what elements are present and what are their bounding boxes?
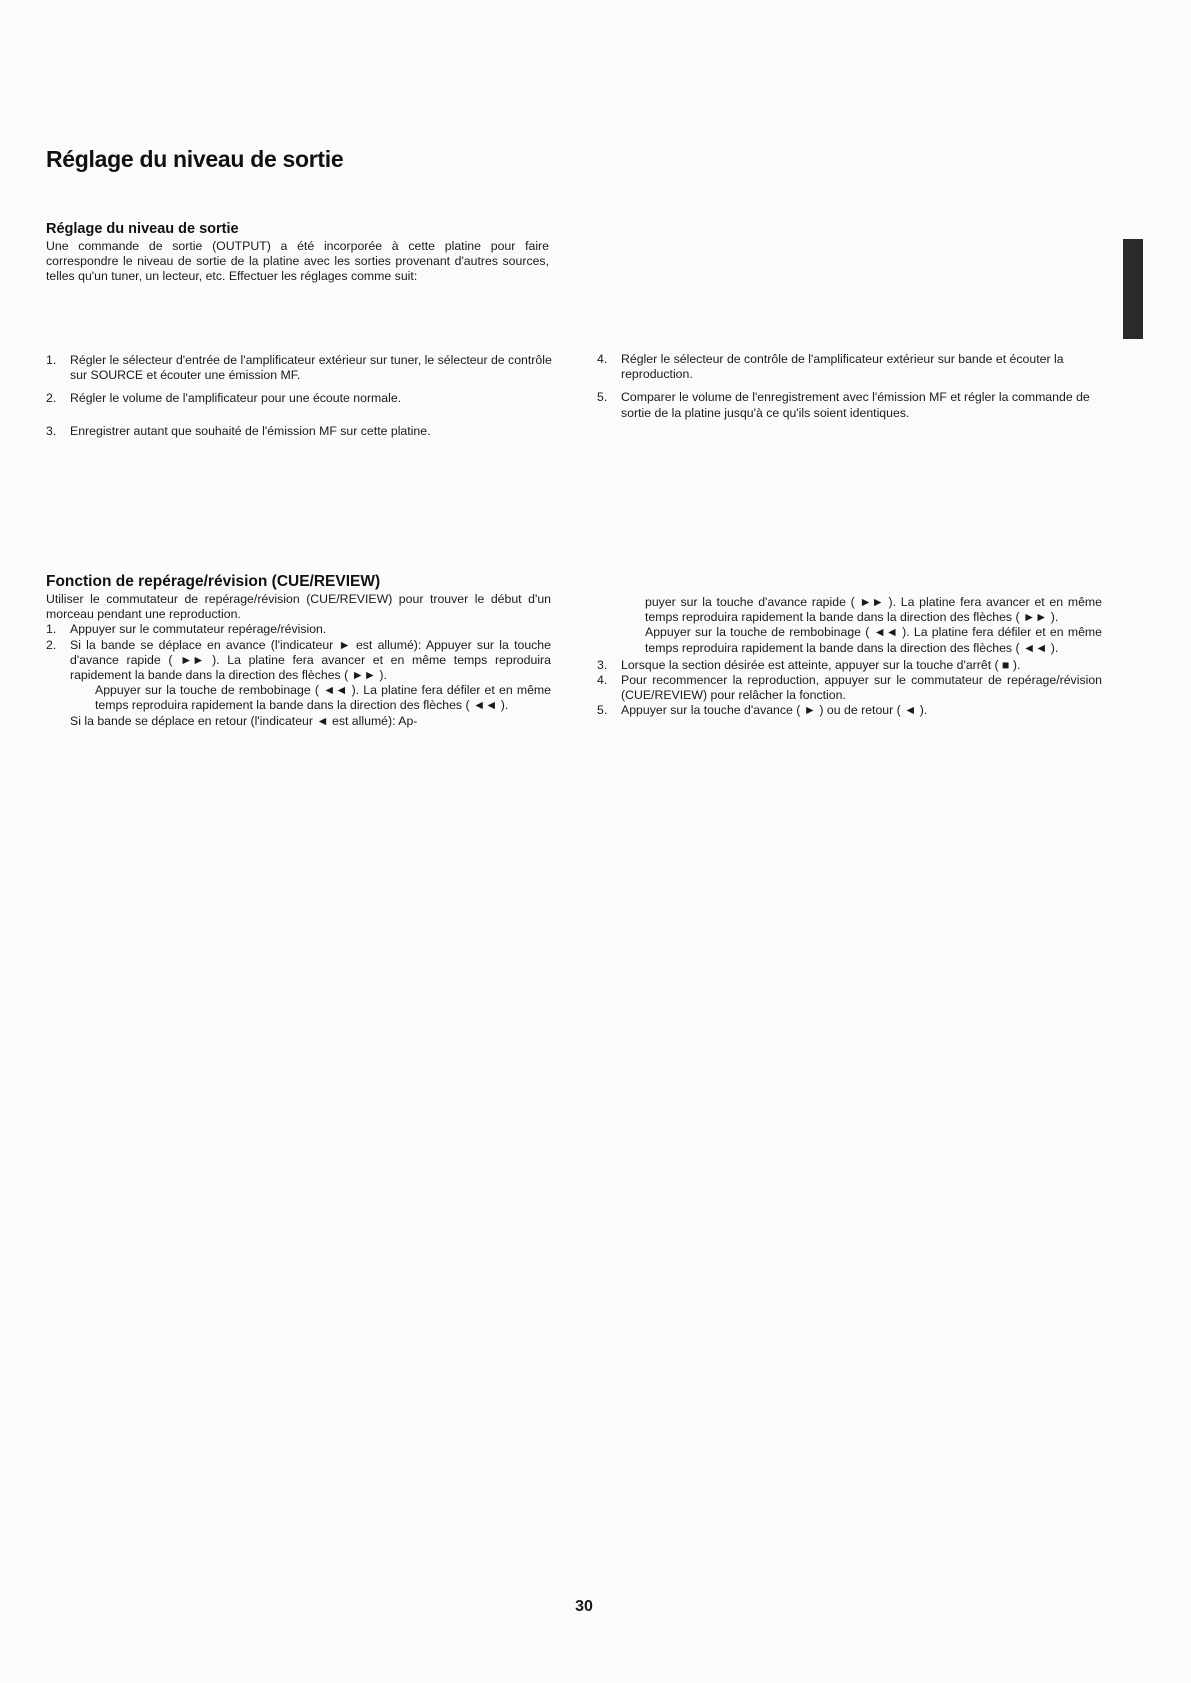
- list-item: [46, 353, 556, 383]
- step-2-continued-text: puyer sur la touche d'avance rapide ( ►► ). La platine fera avancer et en même temps reproduira rapidement la bande dans la direction des flèches ( ►► ).: [645, 595, 1102, 625]
- output-steps-right: [597, 352, 1102, 421]
- step-text: Appuyer sur la touche d'avance ( ► ) ou de retour ( ◄ ).: [621, 703, 928, 718]
- list-item: [46, 622, 551, 637]
- step-2-rewind-text: Appuyer sur la touche de rembobinage ( ◄◄ ). La platine fera défiler et en même temps reproduira rapidement la bande dans la direction des flèches ( ◄◄ ).: [95, 683, 551, 713]
- step-number: 5.: [597, 390, 608, 405]
- step-number: 3.: [597, 657, 608, 672]
- step-number: 5.: [597, 703, 608, 718]
- list-item: [597, 352, 1102, 382]
- page-number: 30: [575, 1598, 593, 1615]
- list-item: [46, 424, 556, 439]
- step-number: 4.: [597, 352, 608, 366]
- step-text: Enregistrer autant que souhaité de l'émission MF sur cette platine.: [70, 423, 431, 438]
- step-text: Pour recommencer la reproduction, appuyer sur le commutateur de repérage/révision (CUE/REVIEW) pour relâcher la fonction.: [621, 673, 1102, 703]
- list-item: [597, 658, 1102, 673]
- step-text: Si la bande se déplace en avance (l'indicateur ► est allumé): Appuyer sur la touche d'avance rapide ( ►► ). La platine fera avancer et en même temps reproduira rapidement la bande dans la direction des flèches ( ►► ).: [70, 637, 551, 683]
- step-text: Comparer le volume de l'enregistrement avec l'émission MF et régler la commande de sortie de la platine jusqu'à ce qu'ils soient identiques.: [621, 390, 1090, 420]
- step-number: 1.: [46, 622, 57, 637]
- list-item: [46, 391, 556, 406]
- section-intro-output: Une commande de sortie (OUTPUT) a été incorporée à cette platine pour faire correspondre le niveau de sortie de la platine avec les sorties provenant d'autres sources, telles qu'un tuner, un lecteur, etc. Effectuer les réglages comme suit:: [46, 239, 549, 284]
- step-number: 1.: [46, 353, 57, 367]
- output-steps-left: [46, 353, 556, 439]
- step-2-continued-rewind-text: Appuyer sur la touche de rembobinage ( ◄◄ ). La platine fera défiler et en même temps reproduira rapidement la bande dans la direction des flèches ( ◄◄ ).: [645, 625, 1102, 655]
- step-number: 2.: [46, 391, 57, 406]
- step-text: Lorsque la section désirée est atteinte, appuyer sur la touche d'arrêt ( ■ ).: [621, 657, 1021, 672]
- list-item: [597, 673, 1102, 703]
- section-heading-cue-review: Fonction de repérage/révision (CUE/REVIEW): [46, 573, 381, 590]
- section-cue-review: [46, 573, 551, 729]
- section-intro-cue-review: Utiliser le commutateur de repérage/révision (CUE/REVIEW) pour trouver le début d'un morceau pendant une reproduction.: [46, 592, 551, 622]
- step-text: Appuyer sur le commutateur repérage/révision.: [70, 622, 327, 637]
- cue-steps-right: [597, 595, 1102, 719]
- list-item: [597, 390, 1102, 420]
- step-number: 2.: [46, 637, 57, 652]
- step-text: Régler le sélecteur de contrôle de l'amplificateur extérieur sur bande et écouter la reproduction.: [621, 352, 1064, 382]
- cue-steps-list-right: [597, 658, 1102, 719]
- section-output-level: [46, 221, 549, 285]
- step-text: Régler le sélecteur d'entrée de l'amplificateur extérieur sur tuner, le sélecteur de contrôle sur SOURCE et écouter une émission MF.: [70, 353, 552, 383]
- cue-steps-left: [46, 622, 551, 683]
- step-text: Régler le volume de l'amplificateur pour une écoute normale.: [70, 391, 402, 406]
- list-item: [46, 638, 551, 684]
- step-number: 3.: [46, 423, 57, 438]
- step-2-reverse-text: Si la bande se déplace en retour (l'indicateur ◄ est allumé): Ap-: [70, 713, 418, 728]
- section-heading-output: Réglage du niveau de sortie: [46, 221, 239, 237]
- step-number: 4.: [597, 673, 608, 688]
- list-item: [597, 703, 1102, 718]
- page-title: Réglage du niveau de sortie: [46, 146, 344, 172]
- edge-tab-marker: [1123, 239, 1143, 339]
